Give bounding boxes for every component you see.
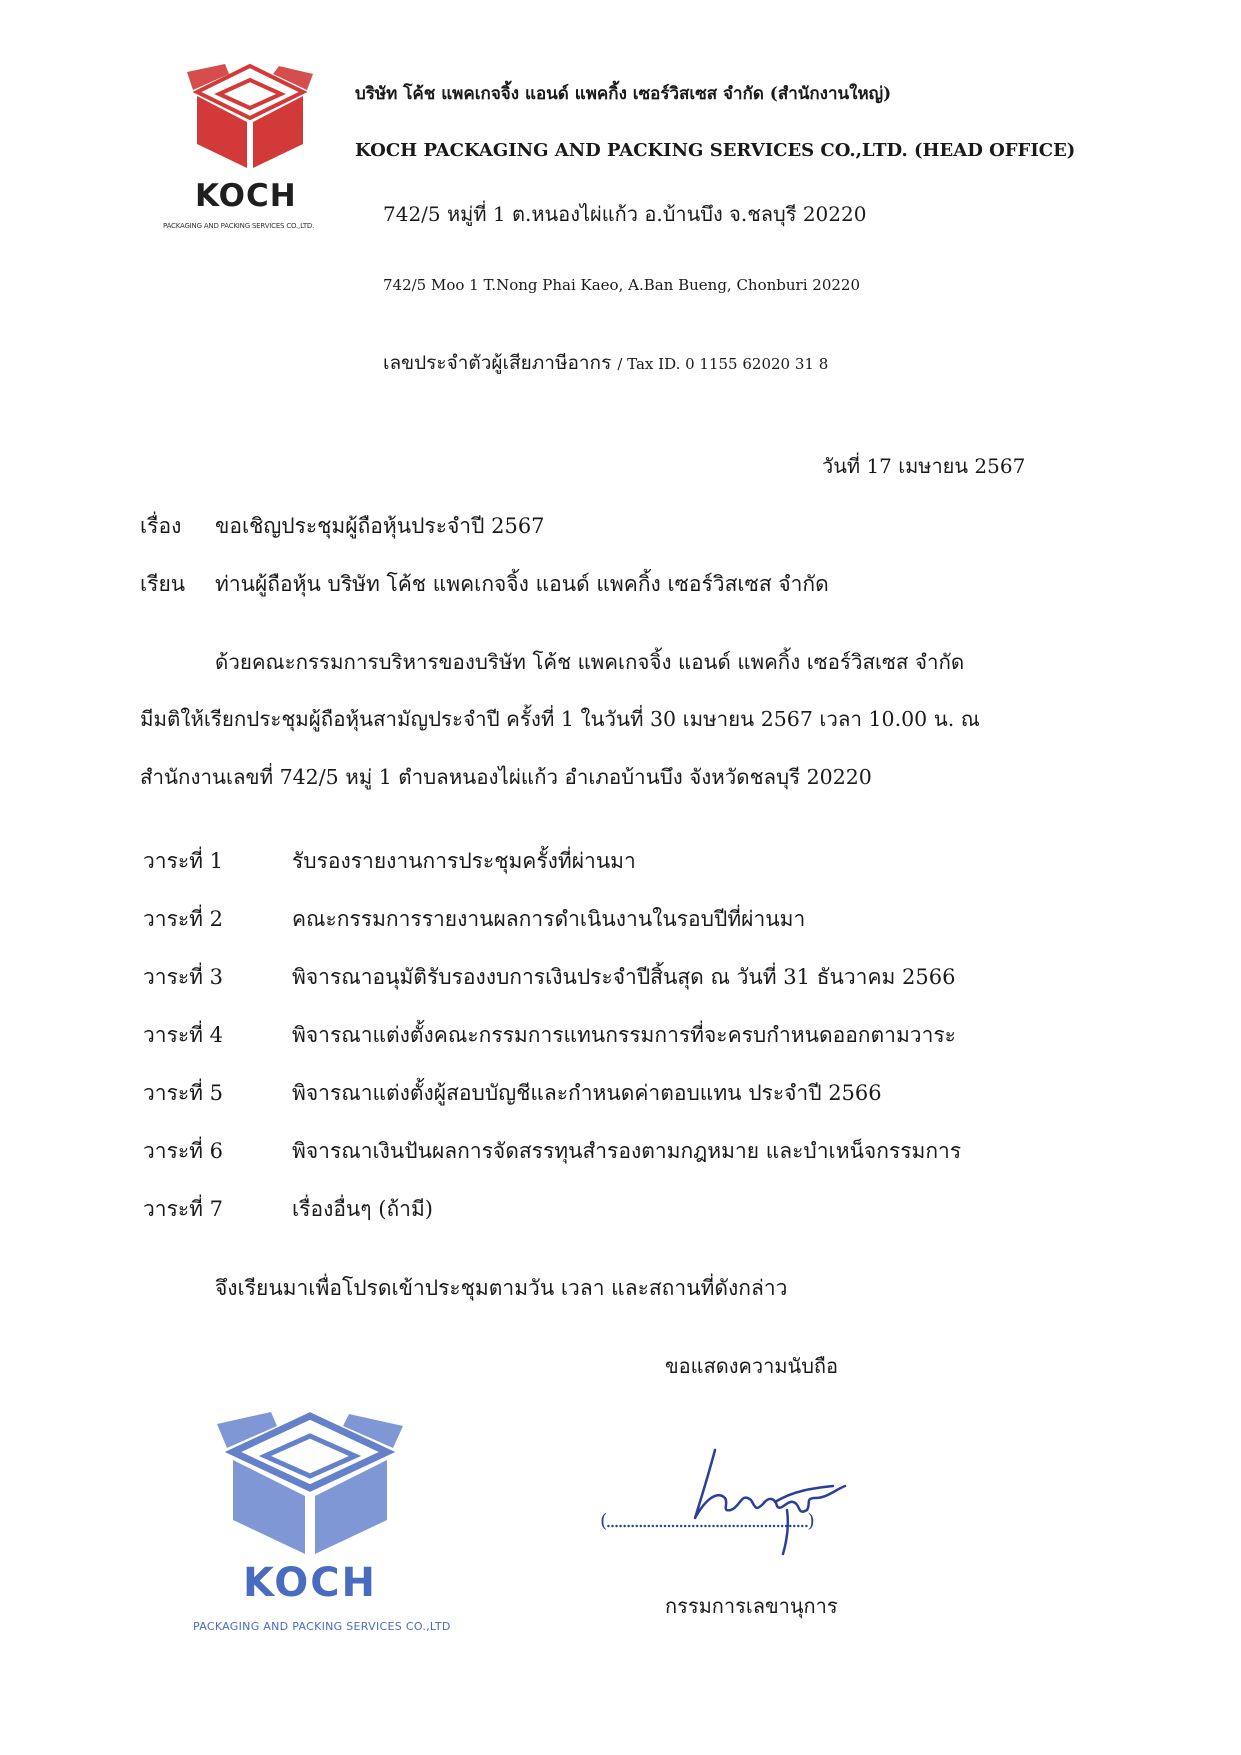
handwritten-signature (655, 1440, 855, 1560)
tax-id (383, 348, 828, 378)
agenda-number: วาระที่ 1 (143, 849, 224, 873)
subject-text: ขอเชิญประชุมผู้ถือหุ้นประจำปี 2567 (215, 514, 545, 538)
agenda-item: คณะกรรมการรายงานผลการดำเนินงานในรอบปีที่ผ่านมา (292, 907, 806, 931)
company-stamp (185, 1408, 505, 1638)
body-line-1: ด้วยคณะกรรมการบริหารของบริษัท โค้ช แพคเกจจิ้ง แอนด์ แพคกิ้ง เซอร์วิสเซส จำกัด (215, 650, 965, 674)
stamp-subline: PACKAGING AND PACKING SERVICES CO.,LTD (193, 1620, 451, 1633)
address-en: 742/5 Moo 1 T.Nong Phai Kaeo, A.Ban Bueng, Chonburi 20220 (383, 276, 861, 294)
company-name-th: บริษัท โค้ช แพคเกจจิ้ง แอนด์ แพคกิ้ง เซอร์วิสเซส จำกัด (สำนักงานใหญ่) (355, 84, 892, 104)
agenda-item: พิจารณาอนุมัติรับรองงบการเงินประจำปีสิ้นสุด ณ วันที่ 31 ธันวาคม 2566 (292, 965, 956, 989)
agenda-item: เรื่องอื่นๆ (ถ้ามี) (292, 1197, 433, 1221)
box-logo-icon (185, 60, 315, 170)
body-line-3: สำนักงานเลขที่ 742/5 หมู่ 1 ตำบลหนองไผ่แก้ว อำเภอบ้านบึง จังหวัดชลบุรี 20220 (140, 765, 872, 789)
agenda-number: วาระที่ 2 (143, 907, 224, 931)
body-line-2: มีมติให้เรียกประชุมผู้ถือหุ้นสามัญประจำปี ครั้งที่ 1 ในวันที่ 30 เมษายน 2567 เวลา 10.00 น. ณ (140, 707, 980, 731)
agenda-item: รับรองรายงานการประชุมครั้งที่ผ่านมา (292, 849, 636, 873)
agenda-number: วาระที่ 4 (143, 1023, 224, 1047)
agenda-item: พิจารณาเงินปันผลการจัดสรรทุนสำรองตามกฎหมาย และบำเหน็จกรรมการ (292, 1139, 962, 1163)
signature-line: (..................................................) (600, 1510, 813, 1532)
logo-subline: PACKAGING AND PACKING SERVICES CO.,LTD. (163, 222, 315, 230)
logo-wordmark: KOCH (195, 178, 297, 214)
stamp-wordmark: KOCH (243, 1560, 378, 1606)
regards: ขอแสดงความนับถือ (665, 1354, 839, 1378)
agenda-item: พิจารณาแต่งตั้งคณะกรรมการแทนกรรมการที่จะครบกำหนดออกตามวาระ (292, 1023, 956, 1047)
company-name-en: KOCH PACKAGING AND PACKING SERVICES CO.,LTD. (HEAD OFFICE) (355, 140, 1076, 161)
letter-date: วันที่ 17 เมษายน 2567 (822, 454, 1026, 478)
recipient-text: ท่านผู้ถือหุ้น บริษัท โค้ช แพคเกจจิ้ง แอนด์ แพคกิ้ง เซอร์วิสเซส จำกัด (215, 572, 829, 596)
company-logo (160, 60, 340, 235)
tax-id-label-th: เลขประจำตัวผู้เสียภาษีอากร (383, 352, 612, 374)
agenda-number: วาระที่ 7 (143, 1197, 224, 1221)
agenda-number: วาระที่ 5 (143, 1081, 224, 1105)
stamp-box-icon (215, 1408, 405, 1558)
agenda-number: วาระที่ 3 (143, 965, 224, 989)
closing-sentence: จึงเรียนมาเพื่อโปรดเข้าประชุมตามวัน เวลา และสถานที่ดังกล่าว (215, 1276, 788, 1300)
recipient-label: เรียน (140, 572, 186, 596)
agenda-number: วาระที่ 6 (143, 1139, 224, 1163)
agenda-item: พิจารณาแต่งตั้งผู้สอบบัญชีและกำหนดค่าตอบแทน ประจำปี 2566 (292, 1081, 882, 1105)
address-th: 742/5 หมู่ที่ 1 ต.หนองไผ่แก้ว อ.บ้านบึง จ.ชลบุรี 20220 (383, 202, 867, 226)
signer-title: กรรมการเลขานุการ (665, 1594, 838, 1618)
subject-label: เรื่อง (140, 514, 182, 538)
tax-id-value: / Tax ID. 0 1155 62020 31 8 (617, 355, 829, 373)
